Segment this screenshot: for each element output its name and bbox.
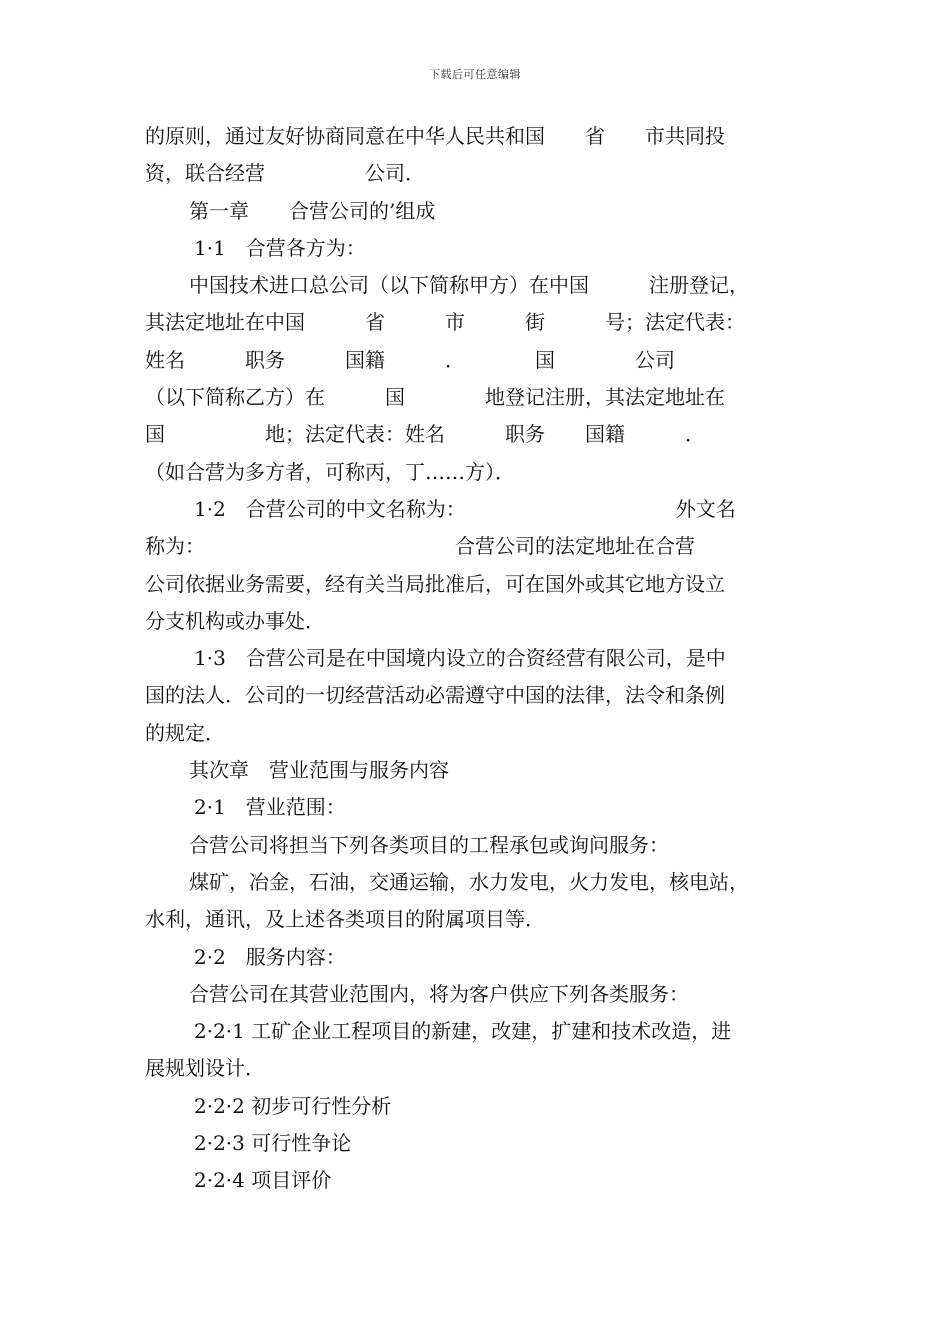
text-line: 国的法人．公司的一切经营活动必需遵守中国的法律，法令和条例 xyxy=(145,683,725,708)
text-line: 分支机构或办事处． xyxy=(145,608,325,633)
text-line: 国 地；法定代表：姓名 职务 国籍 ． xyxy=(145,422,705,447)
text-line: 称为： 合营公司的法定地址在合营 xyxy=(145,534,695,559)
section-heading: 2·2·3 可行性争论 xyxy=(194,1131,352,1156)
text-line: 煤矿，冶金，石油，交通运输，水力发电，火力发电，核电站， xyxy=(189,869,749,894)
section-heading: 2·2 服务内容： xyxy=(194,944,346,969)
text-line: 合营公司将担当下列各类项目的工程承包或询问服务： xyxy=(189,832,669,857)
text-line: 公司依据业务需要，经有关当局批准后，可在国外或其它地方设立 xyxy=(145,571,725,596)
text-line: 的原则，通过友好协商同意在中华人民共和国 省 市共同投 xyxy=(145,124,725,148)
text-line: 的规定． xyxy=(145,720,225,745)
page-header: 下载后可任意编辑 xyxy=(429,68,521,81)
text-line: （如合营为多方者，可称丙，丁……方）． xyxy=(145,459,515,484)
chapter-heading: 其次章 营业范围与服务内容 xyxy=(189,758,449,783)
section-heading: 1·3 合营公司是在中国境内设立的合资经营有限公司，是中 xyxy=(194,646,726,671)
text-line: 姓名 职务 国籍 ． 国 公司 xyxy=(145,347,675,372)
text-line: 其法定地址在中国 省 市 街 号；法定代表： xyxy=(145,310,745,335)
chapter-heading: 第一章 合营公司的’组成 xyxy=(189,198,436,223)
section-heading: 2·1 营业范围： xyxy=(194,795,346,820)
text-line: 展规划设计． xyxy=(145,1056,265,1081)
document-body xyxy=(145,118,807,1200)
text-line: （以下简称乙方）在 国 地登记注册，其法定地址在 xyxy=(145,385,725,410)
text-line: 水利，通讯，及上述各类项目的附属项目等． xyxy=(145,907,545,932)
section-heading: 1·1 合营各方为： xyxy=(194,235,366,260)
text-line: 资，联合经营 公司． xyxy=(145,161,425,186)
section-heading: 1·2 合营公司的中文名称为： 外文名 xyxy=(194,496,736,521)
section-heading: 2·2·2 初步可行性分析 xyxy=(194,1093,392,1118)
text-line: 中国技术进口总公司（以下简称甲方）在中国 注册登记， xyxy=(189,273,749,298)
section-heading: 2·2·4 项目评价 xyxy=(194,1168,332,1193)
section-heading: 2·2·1 工矿企业工程项目的新建，改建，扩建和技术改造，进 xyxy=(194,1019,732,1044)
text-line: 合营公司在其营业范围内，将为客户供应下列各类服务： xyxy=(189,981,689,1006)
